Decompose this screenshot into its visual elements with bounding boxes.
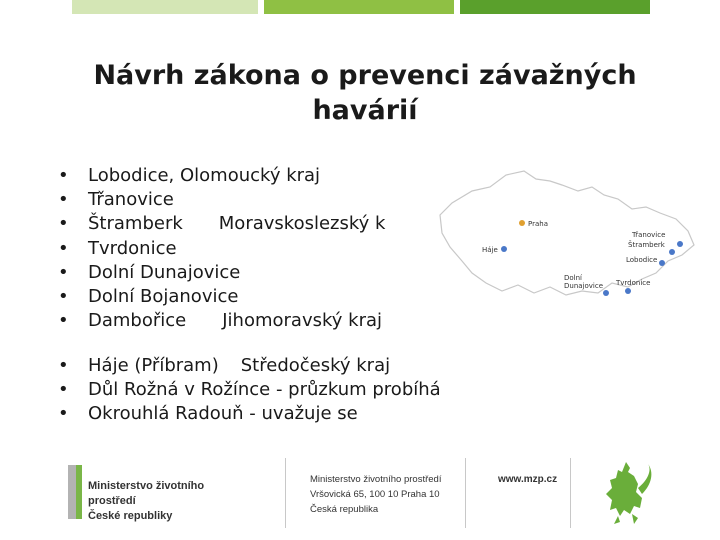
site-name: Dolní Bojanovice [88, 285, 239, 307]
praha-label: Praha [528, 220, 548, 228]
tranovice-marker [677, 241, 683, 247]
top-bar-light [72, 0, 258, 14]
list-item [56, 402, 441, 426]
site-list [56, 164, 385, 333]
logo-green-stripe [76, 465, 82, 519]
dolni-dunajovice-label-2: Dunajovice [564, 282, 604, 290]
slide-title-line2: havárií [312, 95, 418, 126]
lobodice-label: Lobodice [626, 256, 658, 264]
region-name: Moravskoslezský k [218, 213, 386, 235]
ministry-name [88, 479, 238, 524]
stramberk-label: Štramberk [628, 241, 665, 249]
region-name: Jihomoravský kraj [222, 310, 382, 332]
slide-title [60, 58, 670, 128]
site-name: Háje (Příbram) [88, 355, 219, 376]
address-line2: Vršovická 65, 100 10 Praha 10 [310, 489, 440, 500]
site-name: Třanovice [88, 189, 174, 211]
stramberk-marker [669, 249, 675, 255]
tvrdonice-label: Tvrdonice [616, 279, 651, 287]
footer-divider [570, 458, 571, 528]
other-sites-list [56, 354, 441, 426]
site-name: Dambořice [88, 310, 187, 332]
footer-divider [285, 458, 286, 528]
haje-marker [501, 246, 507, 252]
list-item [56, 212, 385, 236]
site-name: Okrouhlá Radouň - uvažuje se [88, 403, 358, 424]
list-item [56, 237, 385, 261]
region-name: Středočeský kraj [240, 355, 391, 376]
list-item [56, 378, 441, 402]
list-item [56, 261, 385, 285]
haje-label: Háje [482, 246, 498, 254]
top-bar-dark [460, 0, 650, 14]
logo-grey-stripe [68, 465, 76, 519]
dolni-dunajovice-label-1: Dolní [564, 274, 582, 282]
tvrdonice-marker [625, 288, 631, 294]
praha-marker [519, 220, 525, 226]
footer-address [310, 472, 441, 517]
site-name: Lobodice, Olomoucký kraj [88, 165, 321, 186]
address-line1: Ministerstvo životního prostředí [310, 474, 442, 485]
tranovice-label: Třanovice [632, 231, 666, 239]
site-name: Štramberk [88, 213, 183, 235]
list-item [56, 309, 385, 333]
list-item [56, 354, 441, 378]
website-link[interactable]: www.mzp.cz [498, 474, 558, 485]
dolni-dunajovice-marker [603, 290, 609, 296]
ministry-logo [68, 465, 238, 525]
site-name: Důl Rožná v Rožínce - průzkum probíhá [88, 379, 441, 400]
list-item [56, 164, 385, 188]
czech-lion-icon [598, 458, 658, 528]
list-item [56, 285, 385, 309]
czech-map [432, 165, 702, 305]
footer-divider [465, 458, 466, 528]
top-bar-mid [264, 0, 454, 14]
ministry-name-line2: České republiky [88, 510, 173, 522]
list-item [56, 188, 385, 212]
site-name: Tvrdonice [88, 237, 177, 259]
address-line3: Česká republika [310, 504, 379, 515]
site-name: Dolní Dunajovice [88, 261, 241, 283]
ministry-name-line1: Ministerstvo životního prostředí [88, 480, 205, 507]
slide-title-line1: Návrh zákona o prevenci závažných [93, 60, 637, 91]
lobodice-marker [659, 260, 665, 266]
